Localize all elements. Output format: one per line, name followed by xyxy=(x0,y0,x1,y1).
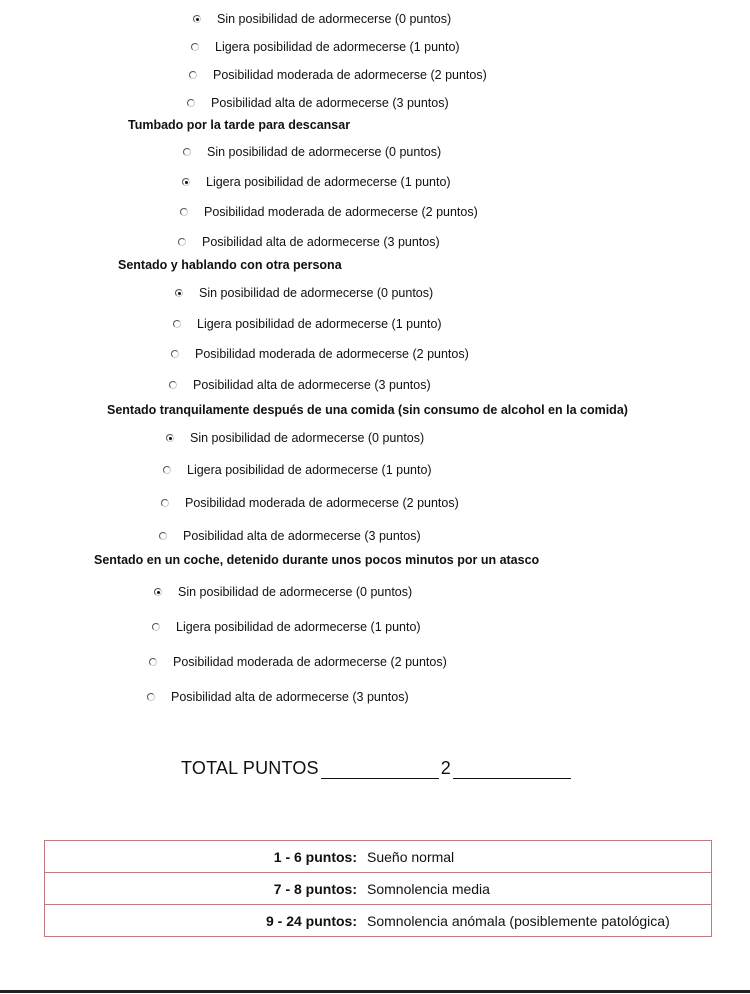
radio-button[interactable] xyxy=(193,15,201,23)
option-label: Sin posibilidad de adormecerse (0 puntos) xyxy=(217,12,452,26)
legend-description: Somnolencia media xyxy=(367,880,490,897)
page-bottom-border xyxy=(0,990,750,993)
radio-button[interactable] xyxy=(191,43,199,51)
table-row xyxy=(45,905,711,937)
radio-button[interactable] xyxy=(161,499,169,507)
legend-description: Somnolencia anómala (posiblemente patológica) xyxy=(367,912,670,929)
radio-button[interactable] xyxy=(180,208,188,216)
option-row[interactable] xyxy=(193,12,451,26)
radio-button[interactable] xyxy=(152,623,160,631)
total-points xyxy=(181,758,571,779)
total-label: TOTAL PUNTOS xyxy=(181,758,319,778)
radio-button[interactable] xyxy=(149,658,157,666)
radio-button[interactable] xyxy=(159,532,167,540)
option-row[interactable] xyxy=(175,286,433,300)
option-label: Posibilidad alta de adormecerse (3 puntos) xyxy=(183,529,421,543)
score-legend-table xyxy=(44,840,712,937)
option-row[interactable] xyxy=(171,347,469,361)
option-label: Posibilidad alta de adormecerse (3 puntos) xyxy=(202,235,440,249)
section-heading: Sentado y hablando con otra persona xyxy=(118,258,342,272)
option-label: Posibilidad alta de adormecerse (3 puntos) xyxy=(171,690,409,704)
option-row[interactable] xyxy=(191,40,460,54)
radio-button[interactable] xyxy=(189,71,197,79)
option-row[interactable] xyxy=(183,145,441,159)
total-underline xyxy=(321,760,439,779)
option-row[interactable] xyxy=(159,529,421,543)
option-row[interactable] xyxy=(178,235,440,249)
radio-button[interactable] xyxy=(187,99,195,107)
radio-button[interactable] xyxy=(183,148,191,156)
option-label: Posibilidad moderada de adormecerse (2 puntos) xyxy=(173,655,447,669)
option-label: Sin posibilidad de adormecerse (0 puntos) xyxy=(178,585,413,599)
radio-button[interactable] xyxy=(182,178,190,186)
option-label: Sin posibilidad de adormecerse (0 puntos) xyxy=(190,431,425,445)
option-row[interactable] xyxy=(173,317,442,331)
option-label: Posibilidad moderada de adormecerse (2 puntos) xyxy=(213,68,487,82)
legend-range: 9 - 24 puntos: xyxy=(265,912,357,929)
radio-button[interactable] xyxy=(163,466,171,474)
option-label: Sin posibilidad de adormecerse (0 puntos) xyxy=(199,286,434,300)
option-label: Posibilidad moderada de adormecerse (2 puntos) xyxy=(185,496,459,510)
option-label: Sin posibilidad de adormecerse (0 puntos) xyxy=(207,145,442,159)
option-row[interactable] xyxy=(163,463,432,477)
option-row[interactable] xyxy=(147,690,409,704)
radio-button[interactable] xyxy=(147,693,155,701)
radio-button[interactable] xyxy=(166,434,174,442)
total-underline xyxy=(453,760,571,779)
option-row[interactable] xyxy=(182,175,451,189)
option-label: Ligera posibilidad de adormecerse (1 punto) xyxy=(176,620,421,634)
table-row xyxy=(45,873,711,905)
section-heading: Sentado tranquilamente después de una comida (sin consumo de alcohol en la comida) xyxy=(107,403,628,417)
radio-button[interactable] xyxy=(173,320,181,328)
option-row[interactable] xyxy=(189,68,487,82)
radio-button[interactable] xyxy=(154,588,162,596)
radio-button[interactable] xyxy=(175,289,183,297)
legend-range: 7 - 8 puntos: xyxy=(273,880,357,897)
option-row[interactable] xyxy=(180,205,478,219)
table-row xyxy=(45,841,711,873)
option-row[interactable] xyxy=(149,655,447,669)
option-row[interactable] xyxy=(161,496,459,510)
total-value[interactable]: 2 xyxy=(440,758,451,778)
option-row[interactable] xyxy=(169,378,431,392)
option-label: Ligera posibilidad de adormecerse (1 punto) xyxy=(206,175,451,189)
option-row[interactable] xyxy=(152,620,421,634)
option-row[interactable] xyxy=(154,585,412,599)
option-label: Posibilidad moderada de adormecerse (2 puntos) xyxy=(204,205,478,219)
legend-description: Sueño normal xyxy=(367,848,455,865)
option-row[interactable] xyxy=(166,431,424,445)
option-label: Ligera posibilidad de adormecerse (1 punto) xyxy=(215,40,460,54)
option-row[interactable] xyxy=(187,96,449,110)
section-heading: Sentado en un coche, detenido durante unos pocos minutos por un atasco xyxy=(94,553,540,567)
option-label: Posibilidad moderada de adormecerse (2 puntos) xyxy=(195,347,469,361)
section-heading: Tumbado por la tarde para descansar xyxy=(128,118,351,132)
radio-button[interactable] xyxy=(169,381,177,389)
option-label: Posibilidad alta de adormecerse (3 puntos) xyxy=(193,378,431,392)
option-label: Posibilidad alta de adormecerse (3 puntos) xyxy=(211,96,449,110)
radio-button[interactable] xyxy=(178,238,186,246)
radio-button[interactable] xyxy=(171,350,179,358)
option-label: Ligera posibilidad de adormecerse (1 punto) xyxy=(197,317,442,331)
option-label: Ligera posibilidad de adormecerse (1 punto) xyxy=(187,463,432,477)
legend-range: 1 - 6 puntos: xyxy=(273,848,357,865)
